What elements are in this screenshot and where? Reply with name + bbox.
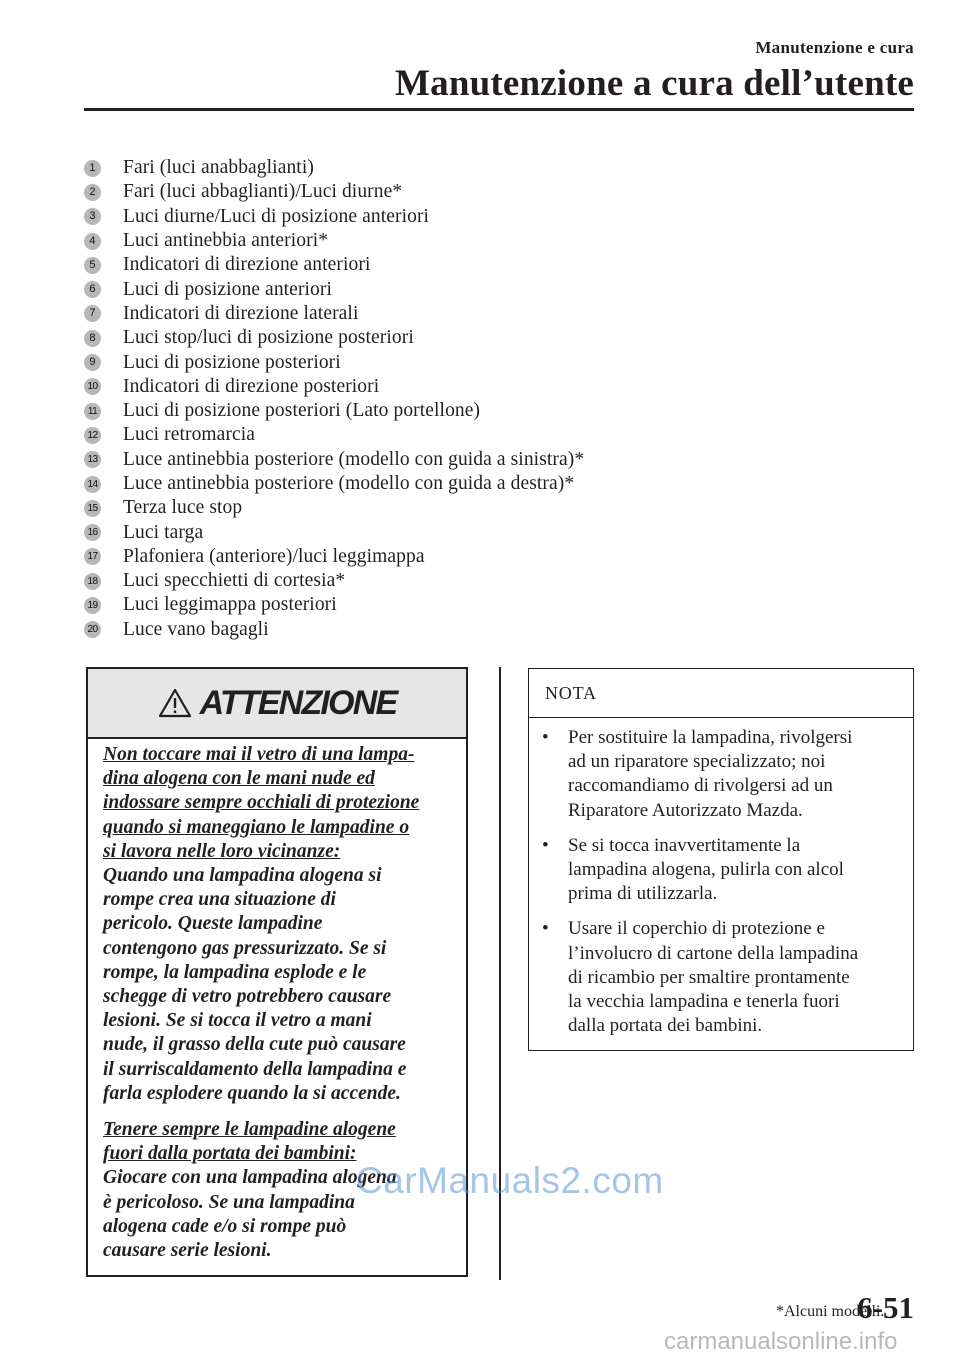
list-item [84,545,584,569]
bullet-icon: • [542,727,549,748]
item-number-badge: 10 [84,378,101,395]
list-item [84,253,584,277]
spacer [103,1106,452,1118]
list-item [84,350,584,374]
item-number-badge: 20 [84,621,101,638]
warning-heading-line: dina alogena con le mani nude ed [103,768,375,790]
note-line: Riparatore Autorizzato Mazda. [568,799,803,821]
page-title: Manutenzione a cura dell’utente [395,63,914,104]
warning-triangle-icon [158,688,192,718]
note-line: lampadina alogena, pulirla con alcol [568,859,844,881]
warning-text-line: contengono gas pressurizzato. Se si [103,937,387,959]
list-item [84,472,584,496]
list-item [84,302,584,326]
warning-text-line: farla esplodere quando la si accende. [103,1082,401,1104]
item-number-badge: 19 [84,597,101,614]
note-line: ad un riparatore specializzato; noi [568,751,826,773]
warning-heading-line: quando si maneggiano le lampadine o [103,816,410,838]
page-number: 6-51 [857,1290,914,1325]
list-item [84,277,584,301]
item-number-badge: 2 [84,184,101,201]
watermark: CarManuals2.com [356,1160,664,1201]
note-title: NOTA [529,669,913,718]
warning-text-line: rompe, la lampadina esplode e le [103,961,367,983]
note-line: Usare il coperchio di protezione e [568,918,825,940]
note-body [529,718,913,1038]
item-number-badge: 16 [84,524,101,541]
item-text: Luci antinebbia anteriori* [123,230,329,252]
note-text [568,834,844,907]
list-item [84,423,584,447]
item-text: Luci di posizione posteriori [123,351,341,373]
item-number-badge: 3 [84,208,101,225]
warning-text-line: è pericoloso. Se una lampadina [103,1191,355,1213]
item-text: Luce vano bagagli [123,618,269,640]
item-number-badge: 13 [84,451,101,468]
warning-text-line: il surriscaldamento della lampadina e [103,1058,407,1080]
warning-text-line: Giocare con una lampadina alogena [103,1167,397,1189]
note-line: Se si tocca inavvertitamente la [568,834,801,856]
warning-text-line: nude, il grasso della cute può causare [103,1034,406,1056]
item-text: Luci leggimappa posteriori [123,594,337,616]
list-item [84,448,584,472]
item-text: Indicatori di direzione anteriori [123,254,371,276]
warning-header [88,669,466,739]
note-line: di ricambio per smaltire prontamente [568,966,850,988]
list-item [84,618,584,642]
note-line: la vecchia lampadina e tenerla fuori [568,991,840,1013]
list-item [84,229,584,253]
item-text: Indicatori di direzione laterali [123,302,359,324]
header-rule [84,108,914,111]
list-item [84,496,584,520]
item-text: Luci diurne/Luci di posizione anteriori [123,205,430,227]
warning-text-line: Quando una lampadina alogena si [103,865,382,887]
list-item [84,569,584,593]
warning-heading-line: Tenere sempre le lampadine alogene [103,1119,396,1141]
warning-text-line: lesioni. Se si tocca il vetro a mani [103,1010,372,1032]
item-text: Fari (luci anabbaglianti) [123,157,314,179]
warning-title: ATTENZIONE [199,683,397,722]
item-number-badge: 9 [84,354,101,371]
note-line: dalla portata dei bambini. [568,1015,763,1037]
list-item [84,180,584,204]
item-text: Fari (luci abbaglianti)/Luci diurne* [123,181,403,203]
warning-text-line: causare serie lesioni. [103,1240,272,1262]
list-item [84,156,584,180]
item-text: Luci retromarcia [123,424,256,446]
note-text [568,917,858,1038]
list-item [84,205,584,229]
note-line: l’involucro di cartone della lampadina [568,942,859,964]
item-number-badge: 4 [84,233,101,250]
item-number-badge: 7 [84,305,101,322]
item-text: Indicatori di direzione posteriori [123,375,380,397]
item-number-badge: 15 [84,500,101,517]
section-title: Manutenzione e cura [755,38,914,57]
item-text: Luci di posizione anteriori [123,278,333,300]
item-text: Luce antinebbia posteriore (modello con guida a sinistra)* [123,448,585,470]
item-text: Terza luce stop [123,497,243,519]
item-text: Luce antinebbia posteriore (modello con guida a destra)* [123,473,575,494]
warning-heading-line: Non toccare mai il vetro di una lampa- [103,744,415,765]
warning-text-line: schegge di vetro potrebbero causare [103,986,392,1008]
warning-heading-line: fuori dalla portata dei bambini: [103,1143,357,1165]
list-item [84,375,584,399]
list-item [84,520,584,544]
note-text [568,726,852,823]
site-watermark: carmanualsonline.info [664,1328,898,1355]
item-number-badge: 5 [84,257,101,274]
bullet-icon: • [542,834,549,856]
item-number-badge: 11 [84,403,101,420]
list-item [84,399,584,423]
note-item [541,834,899,907]
item-text: Luci targa [123,521,204,543]
warning-text-line: pericolo. Queste lampadine [103,913,323,935]
list-item [84,593,584,617]
note-line: raccomandiamo di rivolgersi ad un [568,775,833,797]
bulb-list [84,156,584,642]
note-box [528,668,914,1051]
warning-heading-line: indossare sempre occhiali di protezione [103,792,420,814]
item-text: Plafoniera (anteriore)/luci leggimappa [123,545,425,567]
note-item [541,726,899,823]
item-number-badge: 8 [84,330,101,347]
warning-text-line: rompe crea una situazione di [103,889,336,911]
item-text: Luci stop/luci di posizione posteriori [123,327,414,349]
list-item [84,326,584,350]
item-number-badge: 6 [84,281,101,298]
item-text: Luci di posizione posteriori (Lato portellone) [123,400,481,422]
bullet-icon: • [542,918,549,940]
note-line: prima di utilizzarla. [568,883,718,905]
item-number-badge: 14 [84,476,101,493]
footnote: *Alcuni modelli. [776,1303,885,1320]
note-line: Per sostituire la lampadina, rivolgersi [568,727,853,748]
warning-heading-line: si lavora nelle loro vicinanze: [103,840,341,862]
item-text: Luci specchietti di cortesia* [123,570,346,592]
note-item [541,917,899,1038]
item-number-badge: 18 [84,573,101,590]
warning-text-line: alogena cade e/o si rompe può [103,1215,347,1237]
item-number-badge: 17 [84,548,101,565]
item-number-badge: 1 [84,160,101,177]
item-number-badge: 12 [84,427,101,444]
